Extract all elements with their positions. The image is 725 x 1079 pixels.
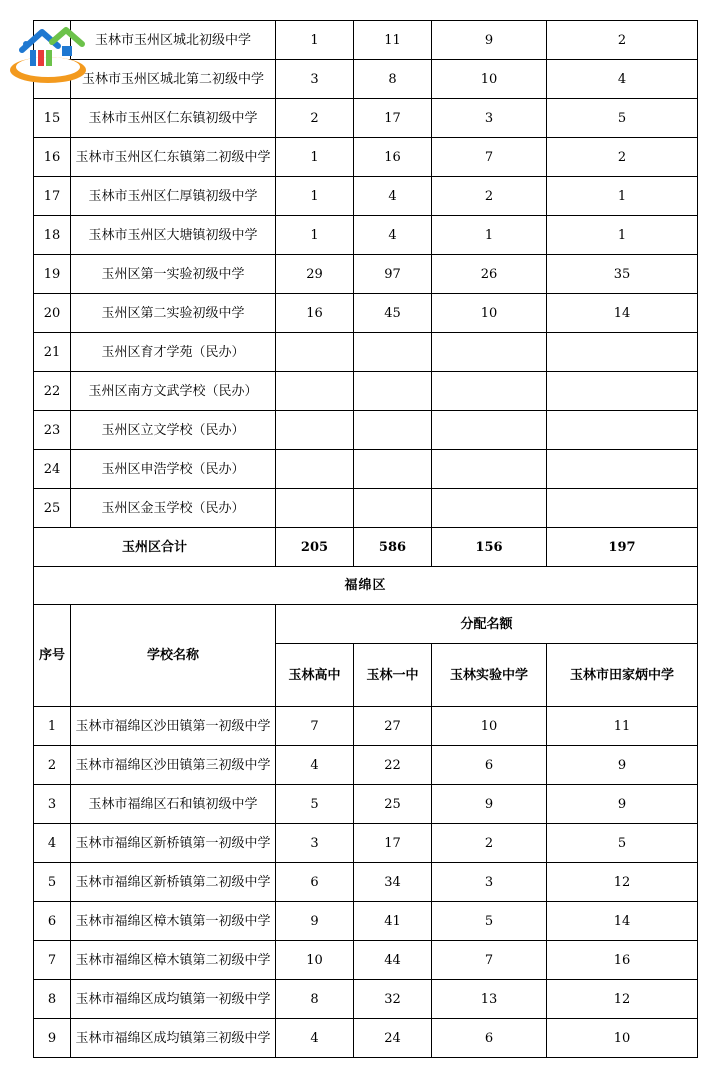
quota-value: 8: [354, 60, 432, 99]
quota-value: 9: [432, 785, 547, 824]
quota-value: 45: [354, 294, 432, 333]
school-name: 玉林市福绵区成均镇第三初级中学: [71, 1019, 276, 1058]
quota-value: 32: [354, 980, 432, 1019]
header-col: 玉林市田家炳中学: [547, 644, 698, 707]
row-number: 6: [34, 902, 71, 941]
quota-value: 1: [432, 216, 547, 255]
row-number: 23: [34, 411, 71, 450]
row-number: 19: [34, 255, 71, 294]
quota-value: 7: [432, 941, 547, 980]
yuzhou-total-value: 156: [432, 528, 547, 567]
quota-value: 3: [276, 824, 354, 863]
table-row: [34, 138, 698, 177]
quota-value: 5: [547, 824, 698, 863]
quota-value: 2: [547, 138, 698, 177]
quota-value: 4: [276, 1019, 354, 1058]
quota-value: 17: [354, 99, 432, 138]
header-no: 序号: [34, 605, 71, 707]
quota-value: 9: [547, 746, 698, 785]
row-number: 22: [34, 372, 71, 411]
quota-value: 1: [547, 216, 698, 255]
quota-value: 7: [276, 707, 354, 746]
quota-value: 10: [432, 707, 547, 746]
region-title: 福绵区: [34, 567, 698, 605]
table-row: [34, 980, 698, 1019]
quota-value: 1: [276, 138, 354, 177]
quota-value: [547, 411, 698, 450]
school-name: 玉林市玉州区仁厚镇初级中学: [71, 177, 276, 216]
quota-value: 10: [276, 941, 354, 980]
quota-value: [354, 333, 432, 372]
table-row: [34, 21, 698, 60]
quota-value: 17: [354, 824, 432, 863]
quota-value: [276, 333, 354, 372]
quota-value: 7: [432, 138, 547, 177]
quota-value: 10: [547, 1019, 698, 1058]
quota-value: 3: [432, 863, 547, 902]
table-row: [34, 941, 698, 980]
table-row: [34, 372, 698, 411]
row-number: 21: [34, 333, 71, 372]
region-title-row: [34, 567, 698, 605]
school-name: 玉林市玉州区仁东镇初级中学: [71, 99, 276, 138]
quota-value: [547, 372, 698, 411]
quota-value: 6: [276, 863, 354, 902]
quota-value: 9: [432, 21, 547, 60]
row-number: 17: [34, 177, 71, 216]
quota-value: 97: [354, 255, 432, 294]
house-logo-icon: [8, 20, 92, 86]
quota-value: [432, 333, 547, 372]
quota-value: [432, 411, 547, 450]
quota-value: [276, 411, 354, 450]
quota-value: 1: [276, 21, 354, 60]
quota-value: 3: [276, 60, 354, 99]
quota-value: 4: [354, 216, 432, 255]
quota-value: 9: [547, 785, 698, 824]
quota-value: 8: [276, 980, 354, 1019]
header-school: 学校名称: [71, 605, 276, 707]
header-col: 玉林一中: [354, 644, 432, 707]
quota-value: [432, 489, 547, 528]
quota-value: 1: [547, 177, 698, 216]
quota-value: [276, 372, 354, 411]
table-row: [34, 216, 698, 255]
school-name: 玉州区南方文武学校（民办）: [71, 372, 276, 411]
quota-table: [33, 20, 698, 1058]
quota-value: [354, 411, 432, 450]
quota-value: 41: [354, 902, 432, 941]
row-number: 7: [34, 941, 71, 980]
row-number: 24: [34, 450, 71, 489]
table-row: [34, 902, 698, 941]
row-number: 25: [34, 489, 71, 528]
table-row: [34, 255, 698, 294]
row-number: 15: [34, 99, 71, 138]
table-row: [34, 785, 698, 824]
school-name: 玉林市福绵区沙田镇第一初级中学: [71, 707, 276, 746]
quota-value: [354, 372, 432, 411]
quota-value: 11: [547, 707, 698, 746]
school-name: 玉州区金玉学校（民办）: [71, 489, 276, 528]
table-row: [34, 99, 698, 138]
quota-value: 2: [432, 824, 547, 863]
row-number: 4: [34, 824, 71, 863]
row-number: 5: [34, 863, 71, 902]
school-name: 玉林市玉州区城北初级中学: [71, 21, 276, 60]
quota-value: 22: [354, 746, 432, 785]
school-name: 玉林市玉州区城北第二初级中学: [71, 60, 276, 99]
row-number: 20: [34, 294, 71, 333]
row-number: 2: [34, 746, 71, 785]
row-number: 1: [34, 707, 71, 746]
quota-value: 4: [276, 746, 354, 785]
quota-value: [547, 333, 698, 372]
quota-value: 10: [432, 294, 547, 333]
fumian-section: [34, 707, 698, 1058]
school-name: 玉林市福绵区樟木镇第一初级中学: [71, 902, 276, 941]
table-row: [34, 746, 698, 785]
quota-value: [354, 489, 432, 528]
quota-value: 4: [354, 177, 432, 216]
quota-value: 5: [432, 902, 547, 941]
table-row: [34, 177, 698, 216]
quota-value: 14: [547, 294, 698, 333]
quota-value: 27: [354, 707, 432, 746]
quota-value: 44: [354, 941, 432, 980]
school-name: 玉林市福绵区新桥镇第二初级中学: [71, 863, 276, 902]
quota-value: [276, 450, 354, 489]
yuzhou-total-label: 玉州区合计: [34, 528, 276, 567]
quota-value: 11: [354, 21, 432, 60]
row-number: 9: [34, 1019, 71, 1058]
school-name: 玉林市玉州区大塘镇初级中学: [71, 216, 276, 255]
header-col: 玉林实验中学: [432, 644, 547, 707]
quota-value: 2: [547, 21, 698, 60]
quota-value: [547, 450, 698, 489]
quota-value: 5: [547, 99, 698, 138]
quota-value: [432, 372, 547, 411]
quota-value: 13: [432, 980, 547, 1019]
yuzhou-total-value: 205: [276, 528, 354, 567]
school-name: 玉州区立文学校（民办）: [71, 411, 276, 450]
quota-value: 29: [276, 255, 354, 294]
quota-value: [354, 450, 432, 489]
quota-value: 16: [276, 294, 354, 333]
quota-value: 4: [547, 60, 698, 99]
quota-value: 14: [547, 902, 698, 941]
yuzhou-section: [34, 21, 698, 528]
quota-value: 6: [432, 1019, 547, 1058]
school-name: 玉州区第一实验初级中学: [71, 255, 276, 294]
row-number: 18: [34, 216, 71, 255]
yuzhou-total-row: [34, 528, 698, 567]
quota-value: 26: [432, 255, 547, 294]
quota-value: 3: [432, 99, 547, 138]
table-row: [34, 489, 698, 528]
quota-value: 2: [276, 99, 354, 138]
quota-value: 12: [547, 980, 698, 1019]
quota-value: 25: [354, 785, 432, 824]
quota-value: 35: [547, 255, 698, 294]
table-row: [34, 60, 698, 99]
header-col: 玉林高中: [276, 644, 354, 707]
header-row: [34, 605, 698, 644]
quota-value: 5: [276, 785, 354, 824]
row-number: 3: [34, 785, 71, 824]
quota-value: [547, 489, 698, 528]
school-name: 玉林市福绵区樟木镇第二初级中学: [71, 941, 276, 980]
quota-value: 16: [354, 138, 432, 177]
school-name: 玉州区育才学苑（民办）: [71, 333, 276, 372]
quota-value: 12: [547, 863, 698, 902]
table-row: [34, 824, 698, 863]
school-name: 玉州区申浩学校（民办）: [71, 450, 276, 489]
school-name: 玉林市福绵区新桥镇第一初级中学: [71, 824, 276, 863]
quota-value: 10: [432, 60, 547, 99]
row-number: 16: [34, 138, 71, 177]
header-alloc: 分配名额: [276, 605, 698, 644]
yuzhou-total-value: 197: [547, 528, 698, 567]
quota-value: [276, 489, 354, 528]
yuzhou-total-value: 586: [354, 528, 432, 567]
quota-value: [432, 450, 547, 489]
school-name: 玉林市福绵区成均镇第一初级中学: [71, 980, 276, 1019]
quota-value: 16: [547, 941, 698, 980]
table-row: [34, 1019, 698, 1058]
quota-value: 34: [354, 863, 432, 902]
table-row: [34, 450, 698, 489]
school-name: 玉林市福绵区沙田镇第三初级中学: [71, 746, 276, 785]
table-row: [34, 411, 698, 450]
quota-value: 1: [276, 177, 354, 216]
quota-value: 9: [276, 902, 354, 941]
row-number: 8: [34, 980, 71, 1019]
quota-value: 1: [276, 216, 354, 255]
school-name: 玉州区第二实验初级中学: [71, 294, 276, 333]
table-row: [34, 333, 698, 372]
table-row: [34, 863, 698, 902]
quota-value: 24: [354, 1019, 432, 1058]
quota-value: 2: [432, 177, 547, 216]
school-name: 玉林市玉州区仁东镇第二初级中学: [71, 138, 276, 177]
table-row: [34, 707, 698, 746]
quota-value: 6: [432, 746, 547, 785]
table-row: [34, 294, 698, 333]
school-name: 玉林市福绵区石和镇初级中学: [71, 785, 276, 824]
